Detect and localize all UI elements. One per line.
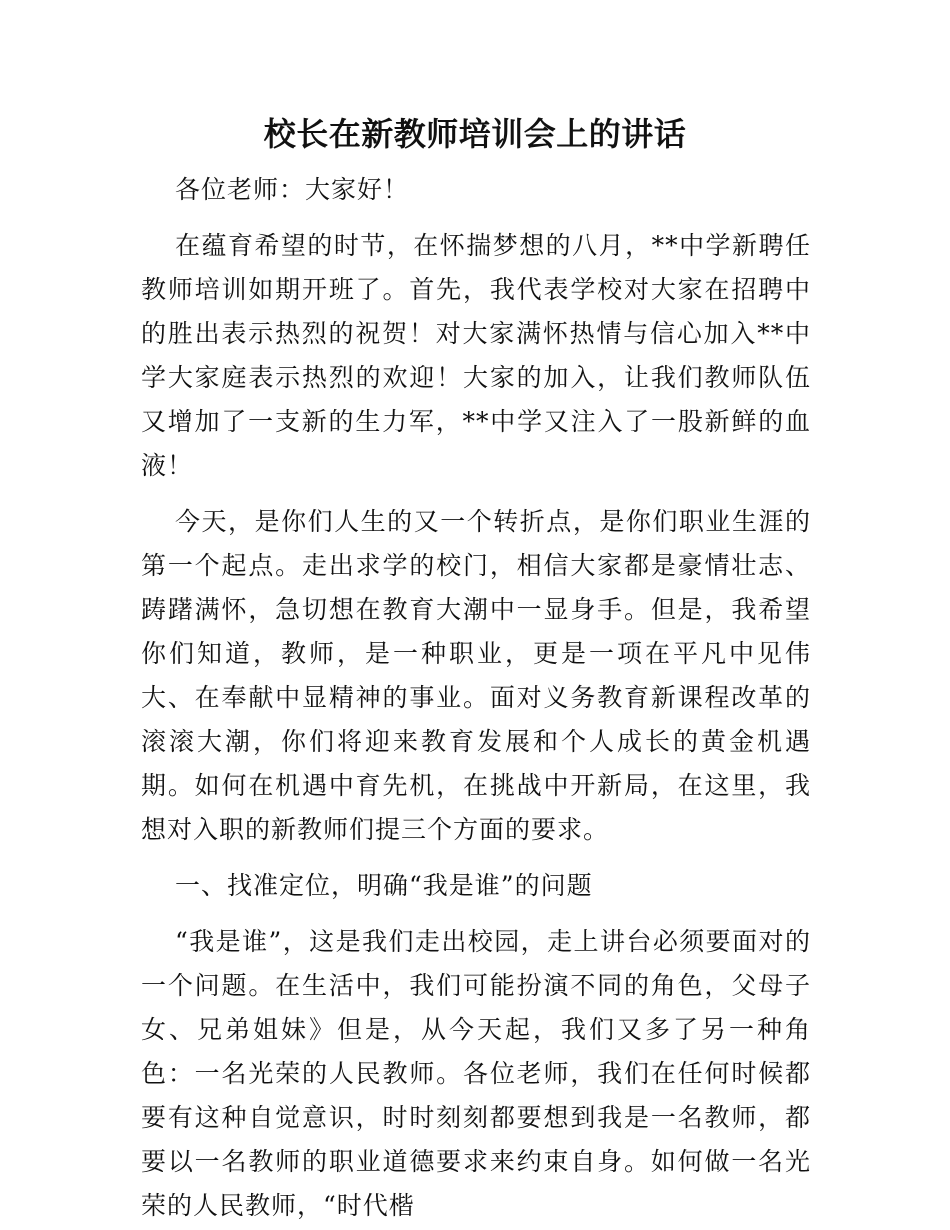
body-paragraph: 在蕴育希望的时节，在怀揣梦想的八月，**中学新聘任教师培训如期开班了。首先，我代表学校对大家在招聘中的胜出表示热烈的祝贺！对大家满怀热情与信心加入**中学大家庭表示热烈的欢迎！大家的加入，让我们教师队伍又增加了一支新的生力军，**中学又注入了一股新鲜的血液！ [141,231,811,480]
section-heading: 一、找准定位，明确“我是谁”的问题 [175,871,593,900]
greeting-paragraph: 各位老师：大家好！ [175,175,410,204]
body-paragraph: “我是谁”，这是我们走出校园，走上讲台必须要面对的一个问题。在生活中，我们可能扮演不同的角色，父母子女、兄弟姐妹》但是，从今天起，我们又多了另一种角色：一名光荣的人民教师。各位老师，我们在任何时候都要有这种自觉意识，时时刻刻都要想到我是一名教师，都要以一名教师的职业道德要求来约束自身。如何做一名光荣的人民教师，“时代楷 [141,927,811,1220]
body-paragraph: 今天，是你们人生的又一个转折点，是你们职业生涯的第一个起点。走出求学的校门，相信大家都是豪情壮志、踌躇满怀，急切想在教育大潮中一显身手。但是，我希望你们知道，教师，是一种职业，更是一项在平凡中见伟大、在奉献中显精神的事业。面对义务教育新课程改革的滚滚大潮，你们将迎来教育发展和个人成长的黄金机遇期。如何在机遇中育先机，在挑战中开新局，在这里，我想对入职的新教师们提三个方面的要求。 [141,507,811,844]
document-title: 校长在新教师培训会上的讲话 [263,115,687,153]
document-body [141,168,811,1228]
